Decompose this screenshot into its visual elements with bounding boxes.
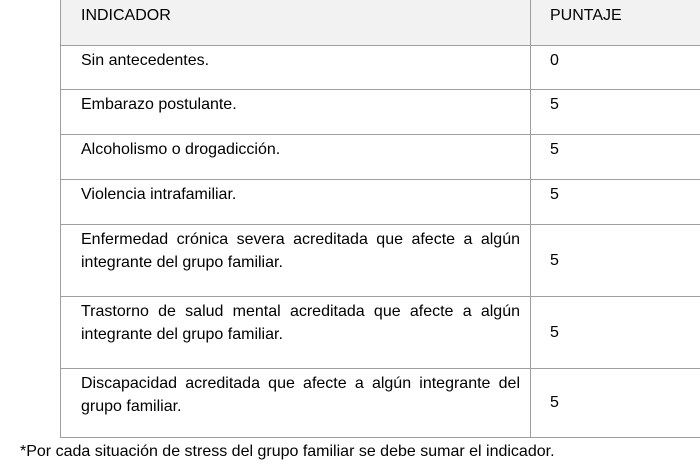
score-cell: 5 bbox=[531, 296, 700, 368]
indicator-cell: Trastorno de salud mental acreditada que afecte a algún integrante del grupo familiar. bbox=[61, 296, 531, 368]
score-cell: 5 bbox=[531, 134, 700, 179]
indicator-cell: Embarazo postulante. bbox=[61, 89, 531, 134]
table-row bbox=[61, 89, 700, 134]
indicator-cell: Violencia intrafamiliar. bbox=[61, 179, 531, 224]
indicator-score-table bbox=[60, 0, 700, 438]
table-row bbox=[61, 134, 700, 179]
header-indicator: INDICADOR bbox=[61, 0, 531, 45]
table-row bbox=[61, 368, 700, 437]
score-cell: 0 bbox=[531, 45, 700, 89]
indicator-cell: Enfermedad crónica severa acreditada que afecte a algún integrante del grupo familiar. bbox=[61, 224, 531, 296]
score-cell: 5 bbox=[531, 89, 700, 134]
table-row bbox=[61, 45, 700, 89]
indicator-cell: Sin antecedentes. bbox=[61, 45, 531, 89]
table-header bbox=[61, 0, 700, 45]
score-cell: 5 bbox=[531, 179, 700, 224]
indicator-cell: Alcoholismo o drogadicción. bbox=[61, 134, 531, 179]
table-body bbox=[61, 45, 700, 437]
score-cell: 5 bbox=[531, 368, 700, 437]
header-score: PUNTAJE bbox=[531, 0, 700, 45]
table-row bbox=[61, 296, 700, 368]
indicator-cell: Discapacidad acreditada que afecte a algún integrante del grupo familiar. bbox=[61, 368, 531, 437]
table-header-row bbox=[61, 0, 700, 45]
footnote: *Por cada situación de stress del grupo familiar se debe sumar el indicador. bbox=[20, 443, 555, 460]
table-row bbox=[61, 179, 700, 224]
score-cell: 5 bbox=[531, 224, 700, 296]
table-row bbox=[61, 224, 700, 296]
